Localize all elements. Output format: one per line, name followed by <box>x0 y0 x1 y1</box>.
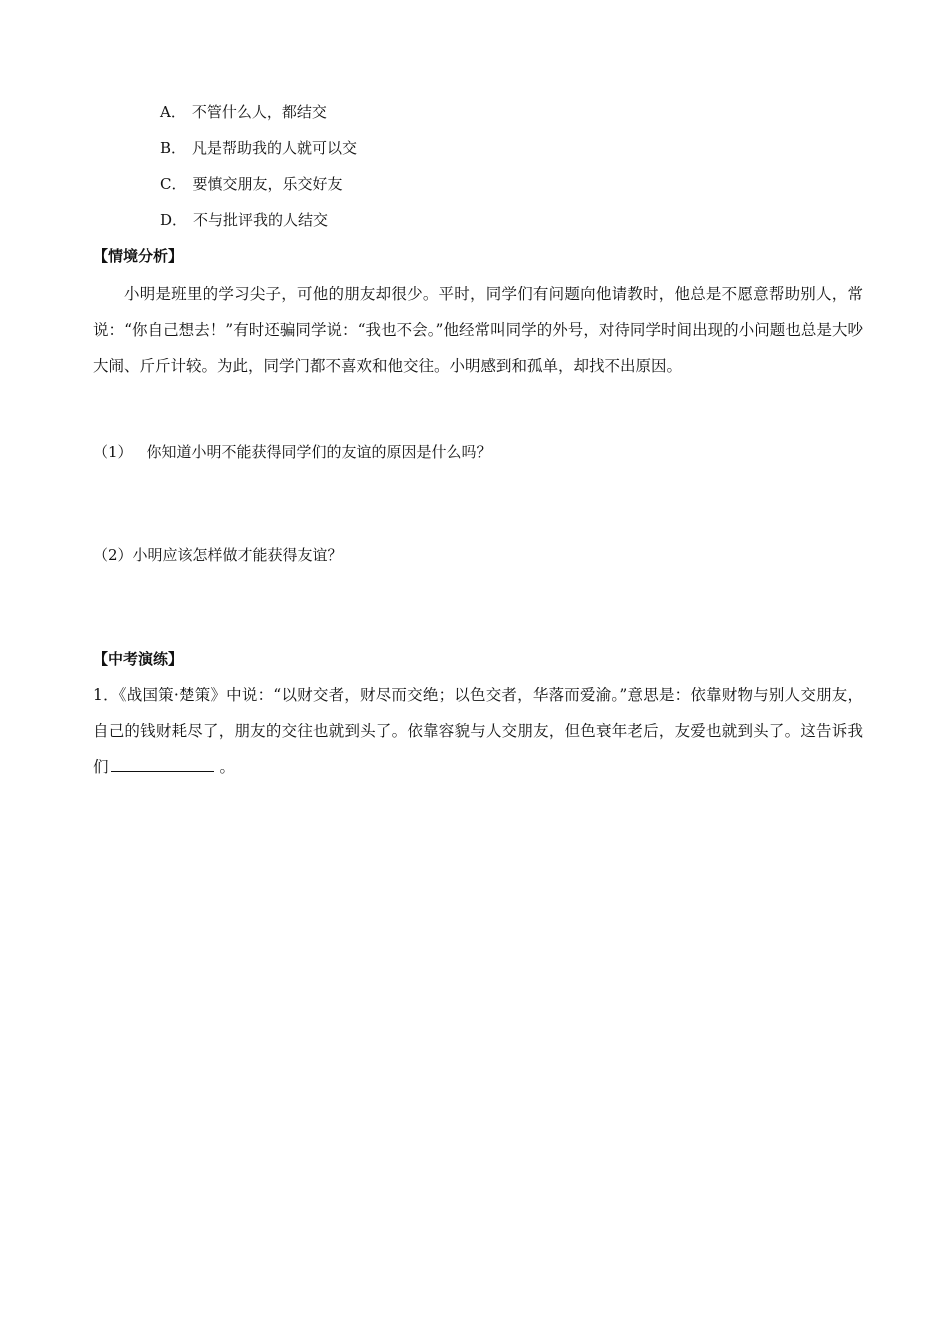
option-a: A． 不管什么人，都结交 <box>160 103 327 121</box>
question-1: （1） 你知道小明不能获得同学们的友谊的原因是什么吗？ <box>93 443 492 461</box>
option-d: D． 不与批评我的人结交 <box>160 211 329 229</box>
exam-question-1 <box>93 677 863 785</box>
situation-passage <box>93 276 863 384</box>
question-2: （2）小明应该怎样做才能获得友谊？ <box>93 546 343 564</box>
option-c: C． 要慎交朋友，乐交好友 <box>160 175 343 193</box>
answer-blank[interactable] <box>111 755 214 772</box>
exam-heading: 【中考演练】 <box>93 650 184 668</box>
situation-heading: 【情境分析】 <box>93 247 184 265</box>
option-b: B． 凡是帮助我的人就可以交 <box>160 139 358 157</box>
exam-question-1-end: 。 <box>219 758 236 776</box>
exam-question-1-text: 1．《战国策·楚策》中说：“以财交者，财尽而交绝；以色交者，华落而爱渝。”意思是：依靠财物与别人交朋友，自己的钱财耗尽了，朋友的交往也就到头了。依靠容貌与人交朋友，但色衰年老后，友爱也就到头了。这告诉我们 <box>93 686 863 776</box>
situation-passage-text: 小明是班里的学习尖子，可他的朋友却很少。平时，同学们有问题向他请教时，他总是不愿意帮助别人，常说：“你自己想去！”有时还骗同学说：“我也不会。”他经常叫同学的外号，对待同学时间出现的小问题也总是大吵大闹、斤斤计较。为此，同学门都不喜欢和他交往。小明感到和孤单，却找不出原因。 <box>93 285 863 375</box>
